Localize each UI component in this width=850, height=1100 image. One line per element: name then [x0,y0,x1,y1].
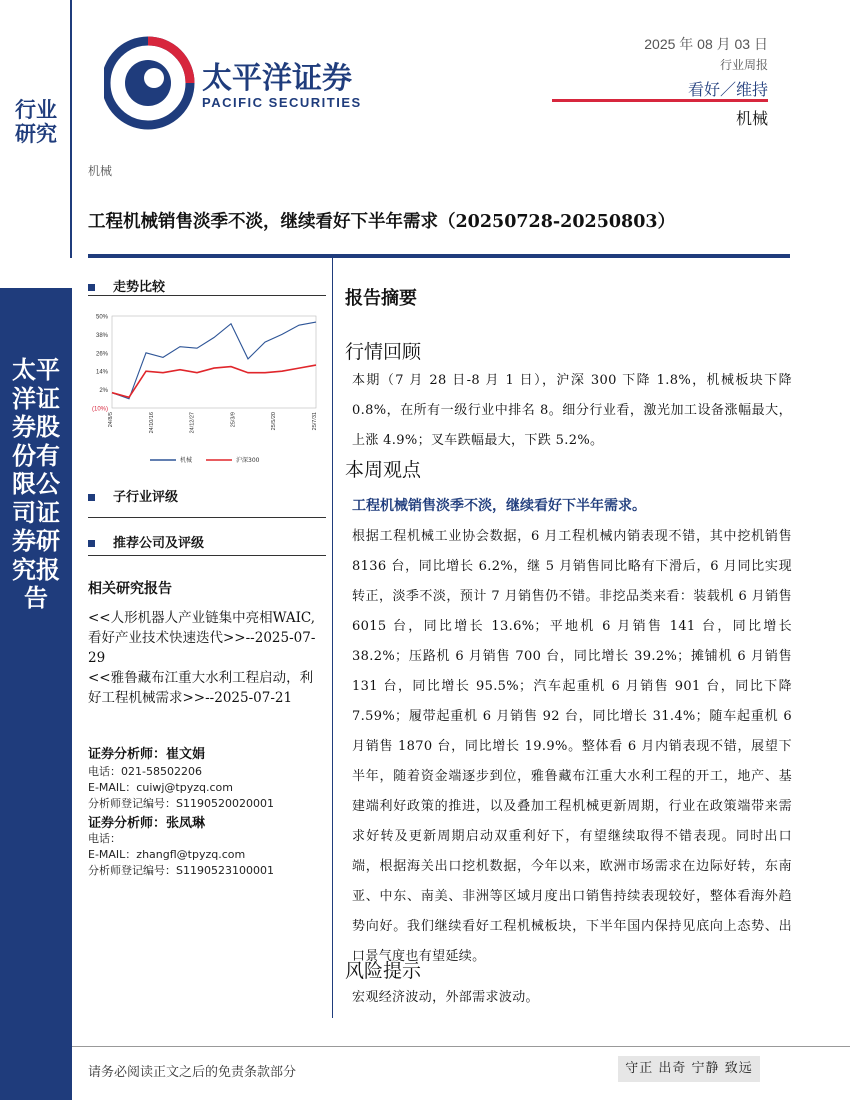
section-rule [88,555,326,556]
legend-label: 机械 [180,457,193,464]
risk-title: 风险提示 [345,960,422,982]
trend-chart [88,300,328,475]
view-headline: 工程机械销售淡季不淡，继续看好下半年需求。 [352,498,646,514]
report-date: 2025 年 08 月 03 日 [644,36,768,52]
y-tick-label: 2% [99,388,108,395]
related-reports-title: 相关研究报告 [88,581,172,597]
chart-legend [150,456,260,464]
chart-y-ticks [92,315,109,413]
y-tick-label: 50% [95,314,108,321]
chart-x-ticks [108,412,318,433]
x-tick-label: 24/12/27 [189,412,196,434]
analyst-phone: 电话： [88,832,121,845]
rating: 看好／维持 [687,82,768,99]
sidebar-category-label: 行业研究 [15,97,57,146]
bullet-square-icon [88,540,95,547]
chart-lines [112,322,316,399]
footer-disclaimer-note: 请务必阅读正文之后的免责条款部分 [88,1065,297,1080]
bullet-square-icon [88,284,95,291]
sidebar-company-label: 太平洋证券股份有限公司证券研究报告 [12,355,60,612]
summary-title: 报告摘要 [345,288,417,309]
y-tick-label: 14% [95,369,108,376]
y-tick-label: 38% [95,332,108,339]
section-rule [88,517,326,518]
industry-label: 机械 [735,111,768,128]
analyst-email[interactable]: E-MAIL：cuiwj@tpyzq.com [88,781,233,794]
series-line [112,365,316,397]
footer-rule [72,1046,850,1047]
x-tick-label: 25/7/31 [312,412,318,431]
y-tick-label: (10%) [91,406,108,413]
analyst-name: 证券分析师：崔文娟 [88,747,206,762]
company-motto: 守正 出奇 宁静 致远 [618,1056,760,1082]
view-text: 根据工程机械工业协会数据，6 月工程机械内销表现不错，其中挖机销售 8136 台，同比增长 6.2%，继 5 月销售同比略有下滑后，6 月同比实现转正，淡季不淡，预计 7 月销售仍不错。非挖品类来看：装载机 6 月销售 6015 台，同比增长 13.6%；平地机 6 月销售 141 台，同比增长 38.2%；压路机 6 月销售 700 台，同比增长 39.2%；摊铺机 6 月销售 131 台，同比增长 95.5%；汽车起重机 6 月销售 901 台，同比下降 7.59%；履带起重机 6 月销售 92 台，同比增长 31.4%；随车起重机 6 月销售 1870 台，同比增长 19.9%。整体看 6 月内销表现不错，展望下半年，随着资金端逐步到位，雅鲁藏布江重大水利工程的开工，地产、基建端利好政策的推进，以及叠加工程机械更新周期，行业在政策端带来需求好转及更新周期启动双重利好下，有望继续取得不错表现。同时出口端，根据海关出口挖机数据，今年以来，欧洲市场需求在边际好转，东南亚、中东、南美、非洲等区域月度出口销售持续表现较好，整体看海外趋势向好。我们继续看好工程机械板块，下半年国内保持见底向上态势、出口景气度也有望延续。 [352,529,792,964]
analyst-phone: 电话：021-58502206 [88,765,202,778]
left-sidebar [0,0,72,1100]
report-type: 行业周报 [719,58,768,72]
x-tick-label: 24/10/16 [148,412,155,434]
logo-en-text: PACIFIC SECURITIES [202,95,362,110]
title-divider [88,254,790,258]
trend-section-title: 走势比较 [88,276,165,295]
rating-underline [552,99,768,102]
column-divider [332,258,333,1018]
logo-cn-text: 太平洋证券 [202,61,352,96]
related-report-item[interactable]: <<雅鲁藏布江重大水利工程启动，利好工程机械需求>>--2025-07-21 [88,670,314,706]
review-text: 本期（7 月 28 日-8 月 1 日），沪深 300 下降 1.8%，机械板块下降 0.8%，在所有一级行业中排名 8。细分行业看，激光加工设备涨幅最大，上涨 4.9%；叉车跌幅最大，下跌 5.2%。 [352,373,792,448]
risk-text: 宏观经济波动，外部需求波动。 [352,990,539,1005]
view-title: 本周观点 [345,459,422,481]
review-title: 行情回顾 [345,341,422,363]
analyst-name: 证券分析师：张凤琳 [88,816,206,831]
bullet-square-icon [88,494,95,501]
analyst-registration: 分析师登记编号：S1190520020001 [88,797,274,810]
section-rule [88,295,326,296]
x-tick-label: 25/5/20 [271,412,278,431]
legend-label: 沪深300 [236,457,260,464]
analyst-registration: 分析师登记编号：S1190523100001 [88,864,274,877]
report-title: 工程机械销售淡季不淡，继续看好下半年需求（20250728-20250803） [88,212,676,232]
x-tick-label: 24/8/5 [108,412,114,428]
related-report-item[interactable]: <<人形机器人产业链集中亮相WAIC,看好产业技术快速迭代>>--2025-07-29 [88,610,316,666]
company-logo [104,18,394,138]
subindustry-section-title: 子行业评级 [88,486,178,505]
analyst-email[interactable]: E-MAIL：zhangfl@tpyzq.com [88,848,246,861]
y-tick-label: 26% [95,351,108,358]
companies-section-title: 推荐公司及评级 [88,532,204,551]
industry-small-label: 机械 [88,164,113,178]
series-line [112,322,316,399]
x-tick-label: 25/3/9 [230,412,237,428]
